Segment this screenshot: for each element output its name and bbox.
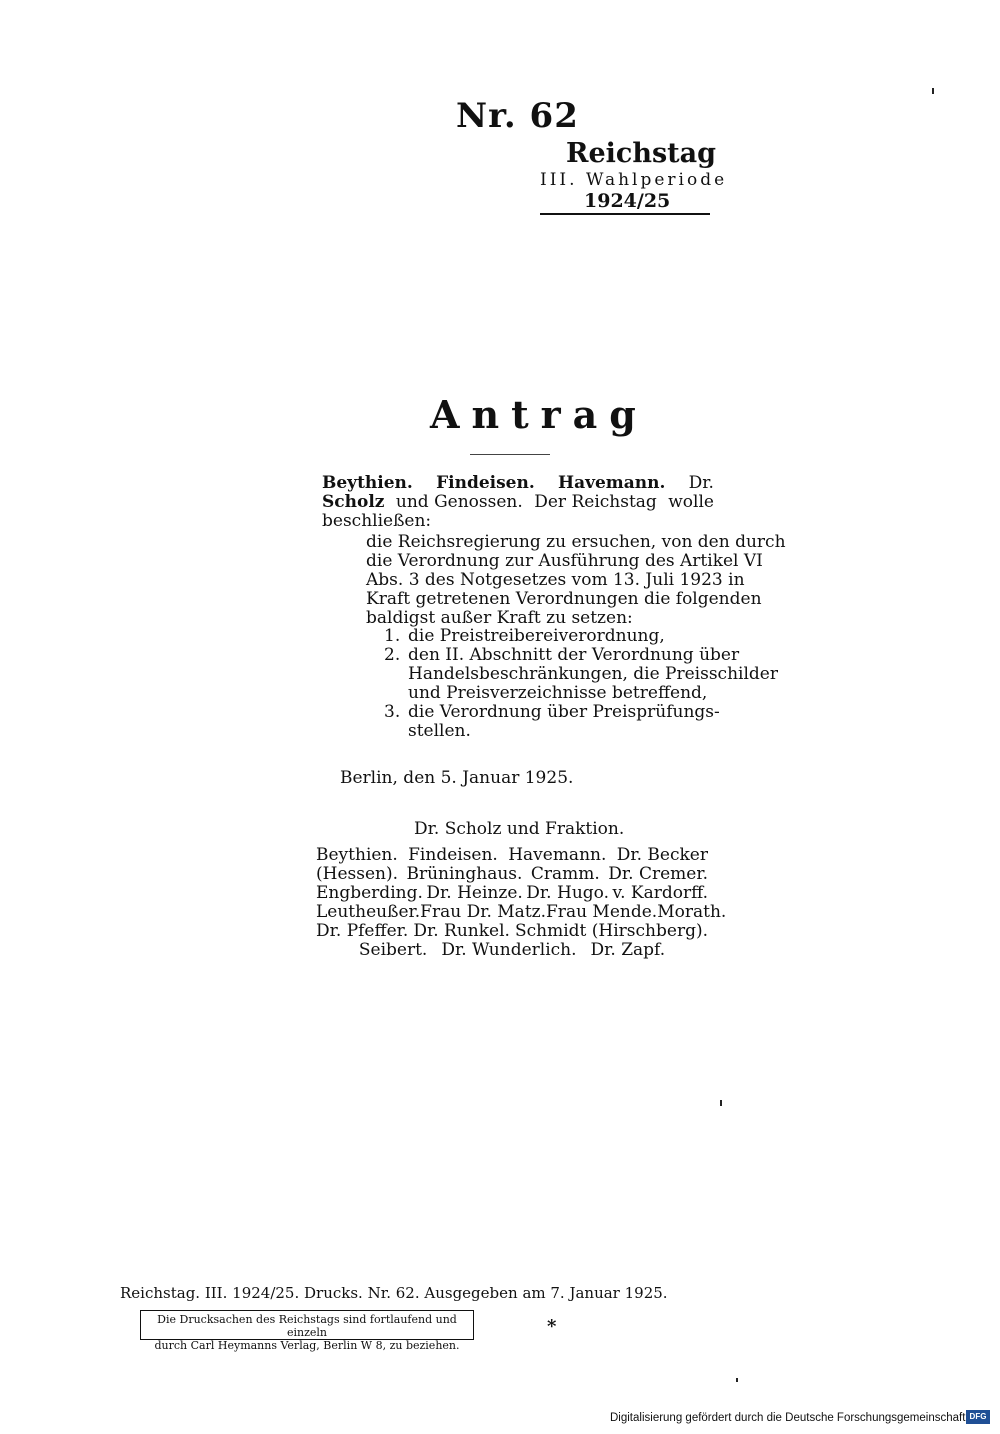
scan-speck [932, 88, 934, 94]
header-rule [540, 213, 710, 215]
signer: Havemann. [508, 845, 607, 865]
signers-row [316, 941, 708, 960]
intro-text: und Genossen. [395, 492, 523, 512]
list-text: den II. Abschnitt der Verordnung über [408, 645, 740, 665]
signers-list [316, 845, 727, 960]
signer: Frau Mende. [546, 902, 658, 922]
list-item [384, 627, 710, 646]
page-title: Antrag [430, 392, 648, 437]
signers-row [316, 865, 708, 884]
intro-text: beschließen: [322, 511, 432, 531]
signer: Beythien. [316, 845, 398, 865]
motion-intro [322, 474, 714, 531]
signer: Findeisen. [408, 845, 498, 865]
date-line: Berlin, den 5. Januar 1925. [340, 768, 574, 788]
imprint-line: Reichstag. III. 1924/25. Drucks. Nr. 62. Ausgegeben am 7. Januar 1925. [120, 1284, 668, 1302]
motion-line: Kraft getretenen Verordnungen die folgenden [366, 589, 762, 609]
intro-text: Der Reichstag [534, 492, 657, 512]
signer: Frau Dr. Matz. [420, 902, 547, 922]
signer: Dr. Pfeffer. [316, 921, 409, 941]
list-text: und Preisverzeichnisse betreffend, [408, 683, 708, 703]
sponsor-name: Scholz [322, 492, 385, 512]
list-item [384, 645, 778, 703]
session-years: 1924/25 [584, 190, 671, 212]
list-number: 1. [384, 626, 401, 646]
signer: Schmidt (Hirschberg). [515, 921, 708, 941]
dfg-logo: DFG [966, 1410, 990, 1424]
signer: Dr. Hugo. [526, 883, 609, 903]
signer: Dr. Cremer. [608, 864, 708, 884]
signer: Brüninghaus. [406, 864, 523, 884]
electoral-period: III. Wahlperiode [540, 170, 728, 190]
signers-row [316, 846, 708, 865]
notice-line: durch Carl Heymanns Verlag, Berlin W 8, zu beziehen. [154, 1339, 460, 1352]
document-number: Nr. 62 [456, 96, 579, 136]
title-rule [470, 454, 550, 455]
signers-row [316, 922, 708, 941]
motion-line: die Verordnung zur Ausführung des Artikel VI [366, 551, 763, 571]
signer: (Hessen). [316, 864, 399, 884]
signer: Dr. Becker [616, 845, 708, 865]
sponsor-name: Beythien. [322, 473, 413, 493]
signer: Morath. [657, 902, 727, 922]
list-text: die Preistreibereiverordnung, [408, 626, 665, 646]
list-text: die Verordnung über Preisprüfungs- [408, 702, 720, 722]
signers-row [316, 884, 708, 903]
notice-line: Die Drucksachen des Reichstags sind fortlaufend und einzeln [157, 1313, 457, 1339]
motion-line: die Reichsregierung zu ersuchen, von den durch [366, 532, 786, 552]
distribution-notice [140, 1310, 474, 1352]
signer: Dr. Heinze. [426, 883, 523, 903]
fraktion-line: Dr. Scholz und Fraktion. [414, 819, 625, 839]
signers-row [316, 902, 727, 922]
sponsor-name: Havemann. [558, 473, 666, 493]
digitization-credit: Digitalisierung gefördert durch die Deutsche Forschungsgemeinschaft [610, 1412, 966, 1424]
list-item [384, 702, 720, 741]
motion-text [366, 532, 786, 628]
list-text: Handelsbeschränkungen, die Preisschilder [408, 664, 778, 684]
intro-text: wolle [668, 492, 714, 512]
signer: Dr. Zapf. [590, 940, 666, 960]
ordinance-list [384, 626, 778, 741]
signer: Cramm. [530, 864, 600, 884]
signer: Seibert. [358, 940, 428, 960]
signer: v. Kardorff. [612, 883, 708, 903]
scan-speck [736, 1378, 738, 1382]
list-text: stellen. [408, 721, 471, 741]
asterisk-mark: * [547, 1316, 557, 1337]
signer: Leutheußer. [316, 902, 421, 922]
sponsor-name: Findeisen. [436, 473, 535, 493]
institution-name: Reichstag [566, 138, 716, 169]
motion-line: Abs. 3 des Notgesetzes vom 13. Juli 1923 in [366, 570, 745, 590]
sponsor-title: Dr. [688, 473, 714, 493]
signer: Dr. Wunderlich. [441, 940, 577, 960]
list-number: 3. [384, 702, 401, 722]
list-number: 2. [384, 645, 401, 665]
signer: Dr. Runkel. [413, 921, 510, 941]
motion-line: baldigst außer Kraft zu setzen: [366, 608, 633, 628]
scan-speck [720, 1100, 722, 1106]
signer: Engberding. [316, 883, 423, 903]
